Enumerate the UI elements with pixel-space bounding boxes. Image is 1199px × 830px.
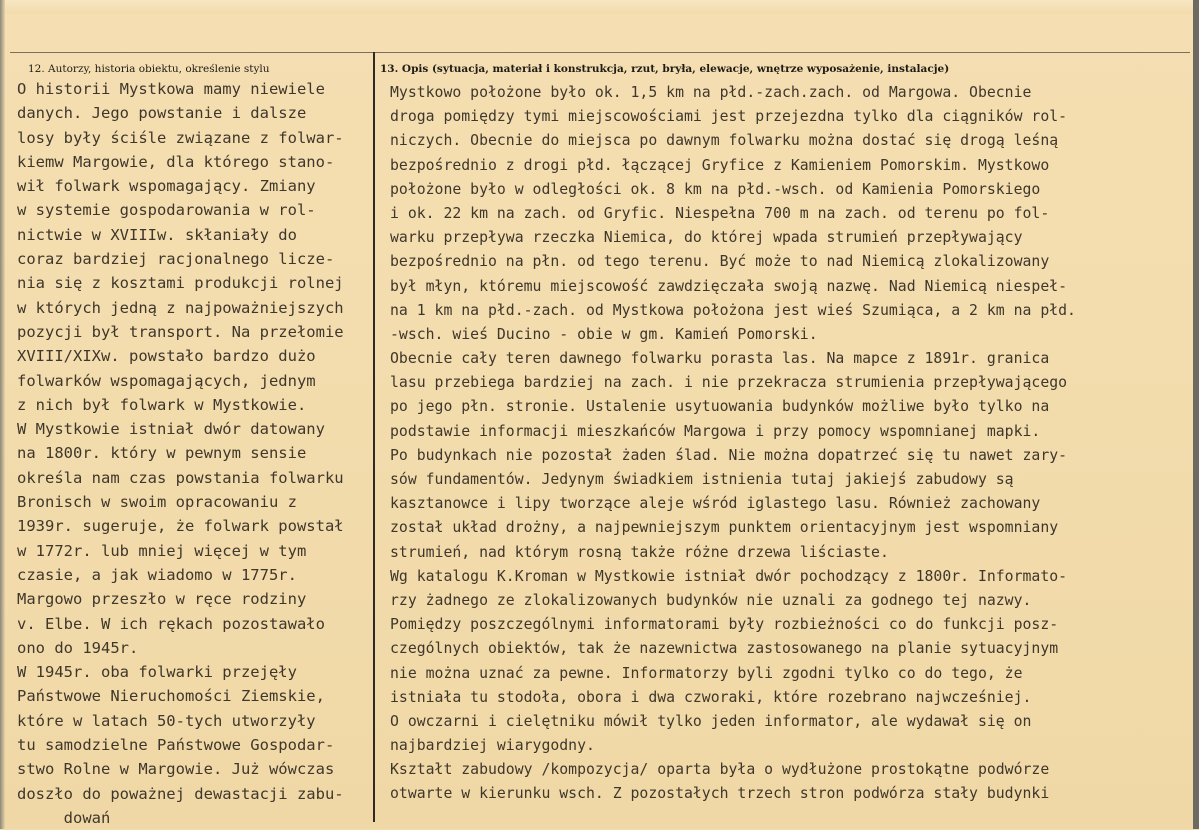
description-text-line: O owczarni i cielętniku mówił tylko jeden informator, ale wydawał się on [390, 712, 1032, 730]
card-right-edge [1193, 0, 1199, 829]
history-text-line: stwo Rolne w Margowie. Już wówczas [17, 760, 335, 779]
history-text-line: czasie, a jak wiadomo w 1775r. [17, 565, 297, 584]
description-text-line: na 1 km na płd.-zach. od Mystkowa położona jest wieś Szumiąca, a 2 km na płd. [390, 301, 1076, 319]
description-text-line: Pomiędzy poszczególnymi informatorami były rozbieżności co do funkcji posz- [390, 616, 1059, 634]
field-13-label: 13. Opis (sytuacja, materiał i konstrukcja, rzut, bryła, elewacje, wnętrze wyposażenie, instalacje) [380, 63, 950, 75]
description-text-line: sów fundamentów. Jedynym świadkiem istnienia tutaj jakiejś zabudowy są [390, 471, 1014, 488]
history-text-line: doszło do poważnej dewastacji zabu- [17, 784, 344, 803]
card-left-edge [0, 0, 5, 829]
history-text-line: określa nam czas powstania folwarku [17, 468, 344, 487]
history-text-column [17, 77, 369, 830]
description-text-line: niczych. Obecnie do miejsca po dawnym folwarku można dostać się drogą leśną [390, 132, 1059, 150]
description-text-line: najbardziej wiarygodny. [390, 737, 595, 755]
description-text-line: położone było w odległości ok. 8 km na płd.-wsch. od Kamienia Pomorskiego [390, 180, 1041, 198]
history-text-line: na 1800r. który w pewnym sensie [17, 444, 307, 463]
history-text-line: folwarków wspomagających, jednym [17, 371, 316, 390]
description-text-line: bezpośrednio z drogi płd. łączącej Gryfice z Kamieniem Pomorskim. Mystkowo [390, 156, 1050, 174]
description-text-line: strumień, nad którym rosną także różne drzewa liściaste. [390, 543, 889, 561]
header-rule [10, 52, 1190, 53]
card-top-edge [0, 0, 1199, 14]
history-text-line: v. Elbe. W ich rękach pozostawało [17, 614, 325, 633]
history-text-line: danych. Jego powstanie i dalsze [17, 104, 307, 123]
field-12-label: 12. Autorzy, historia obiektu, określenie stylu [28, 63, 270, 75]
description-text-line: podstawie informacji mieszkańców Margowa i przy pomocy wspomnianej mapki. [390, 422, 1041, 440]
history-text-line: nia się z kosztami produkcji rolnej [17, 274, 344, 293]
description-text-line: nie można uznać za pewne. Informatorzy byli zgodni tylko co do tego, że [390, 664, 1023, 682]
history-text-line: Państwowe Nieruchomości Ziemskie, [17, 687, 325, 706]
description-text-line: Mystkowo położone było ok. 1,5 km na płd.-zach.zach. od Margowa. Obecnie [390, 84, 1032, 101]
column-divider [373, 52, 375, 822]
history-text-line: ono do 1945r. [17, 638, 139, 657]
description-text-line: czególnych obiektów, tak że nazewnictwa zastosowanego na planie sytuacyjnym [390, 640, 1059, 658]
history-text-line: W Mystkowie istniał dwór datowany [17, 420, 325, 439]
history-text-line: w 1772r. lub mniej więcej w tym [17, 541, 307, 560]
history-text-line: z nich był folwark w Mystkowie. [17, 395, 307, 414]
history-text-line: w których jedną z najpoważniejszych [17, 298, 344, 317]
history-text-line: W 1945r. oba folwarki przejęły [17, 663, 297, 682]
history-text-line: które w latach 50-tych utworzyły [17, 711, 316, 730]
description-text-line: i ok. 22 km na zach. od Gryfic. Niespełna 700 m na zach. od terenu po fol- [390, 204, 1050, 222]
description-text-line: kasztanowce i lipy tworzące aleje wśród iglastego lasu. Również zachowany [390, 495, 1041, 513]
history-text-line: wił folwark wspomagający. Zmiany [17, 177, 316, 196]
description-text-line: bezpośrednio na płn. od tego terenu. Być może to nad Niemicą zlokalizowany [390, 253, 1050, 271]
history-text-line: O historii Mystkowa mamy niewiele [17, 80, 325, 98]
description-text-line: Wg katalogu K.Kroman w Mystkowie istniał dwór pochodzący z 1800r. Informato- [390, 567, 1068, 585]
description-text-line: istniała tu stodoła, obora i dwa czworaki, które rozebrano najwcześniej. [390, 688, 1032, 706]
history-text-line: Margowo przeszło w ręce rodziny [17, 590, 307, 609]
history-text-line: 1939r. sugeruje, że folwark powstał [17, 517, 344, 536]
history-text-line: losy były ściśle związane z folwar- [17, 128, 344, 147]
description-text-line: Obecnie cały teren dawnego folwarku porasta las. Na mapce z 1891r. granica [390, 350, 1050, 368]
description-text-line: rzy żadnego ze zlokalizowanych budynków nie uznali za godnego tej nazwy. [390, 591, 1032, 609]
description-text-line: Kształt zabudowy /kompozycja/ oparta była o wydłużone prostokątne podwórze [390, 761, 1050, 779]
description-text-line: Po budynkach nie pozostał żaden ślad. Nie można dopatrzeć się tu nawet zary- [390, 446, 1068, 464]
history-text-line: w systemie gospodarowania w rol- [17, 201, 316, 220]
description-text-line: był młyn, któremu miejscowość zawdzięczała swoją nazwę. Nad Niemicą niespeł- [390, 277, 1068, 295]
history-text-line: tu samodzielne Państwowe Gospodar- [17, 736, 335, 755]
description-text-line: otwarte w kierunku wsch. Z pozostałych trzech stron podwórza stały budynki [390, 785, 1050, 803]
description-text-line: droga pomiędzy tymi miejscowościami jest przejezdna tylko dla ciągników rol- [390, 108, 1068, 126]
history-text-line: dowań [17, 808, 111, 827]
history-text-line: XVIII/XIXw. powstało bardzo dużo [17, 347, 316, 366]
history-text-line: Bronisch w swoim opracowaniu z [17, 493, 297, 512]
description-text-line: -wsch. wieś Ducino - obie w gm. Kamień Pomorski. [390, 325, 818, 343]
history-text-line: nictwie w XVIIIw. skłaniały do [17, 225, 297, 244]
description-text-line: warku przepływa rzeczka Niemica, do której wpada strumień przepływający [390, 229, 1023, 247]
description-text-column [390, 81, 1170, 807]
description-text-line: został układ drożny, a najpewniejszym punktem orientacyjnym jest wspomniany [390, 519, 1059, 537]
history-text-line: kiemw Margowie, dla którego stano- [17, 152, 335, 171]
description-text-line: po jego płn. stronie. Ustalenie usytuowania budynków możliwe było tylko na [390, 398, 1050, 416]
history-text-line: coraz bardziej racjonalnego licze- [17, 250, 335, 269]
history-text-line: pozycji był transport. Na przełomie [17, 322, 344, 341]
description-text-line: lasu przebiega bardziej na zach. i nie przekracza strumienia przepływającego [390, 374, 1068, 392]
